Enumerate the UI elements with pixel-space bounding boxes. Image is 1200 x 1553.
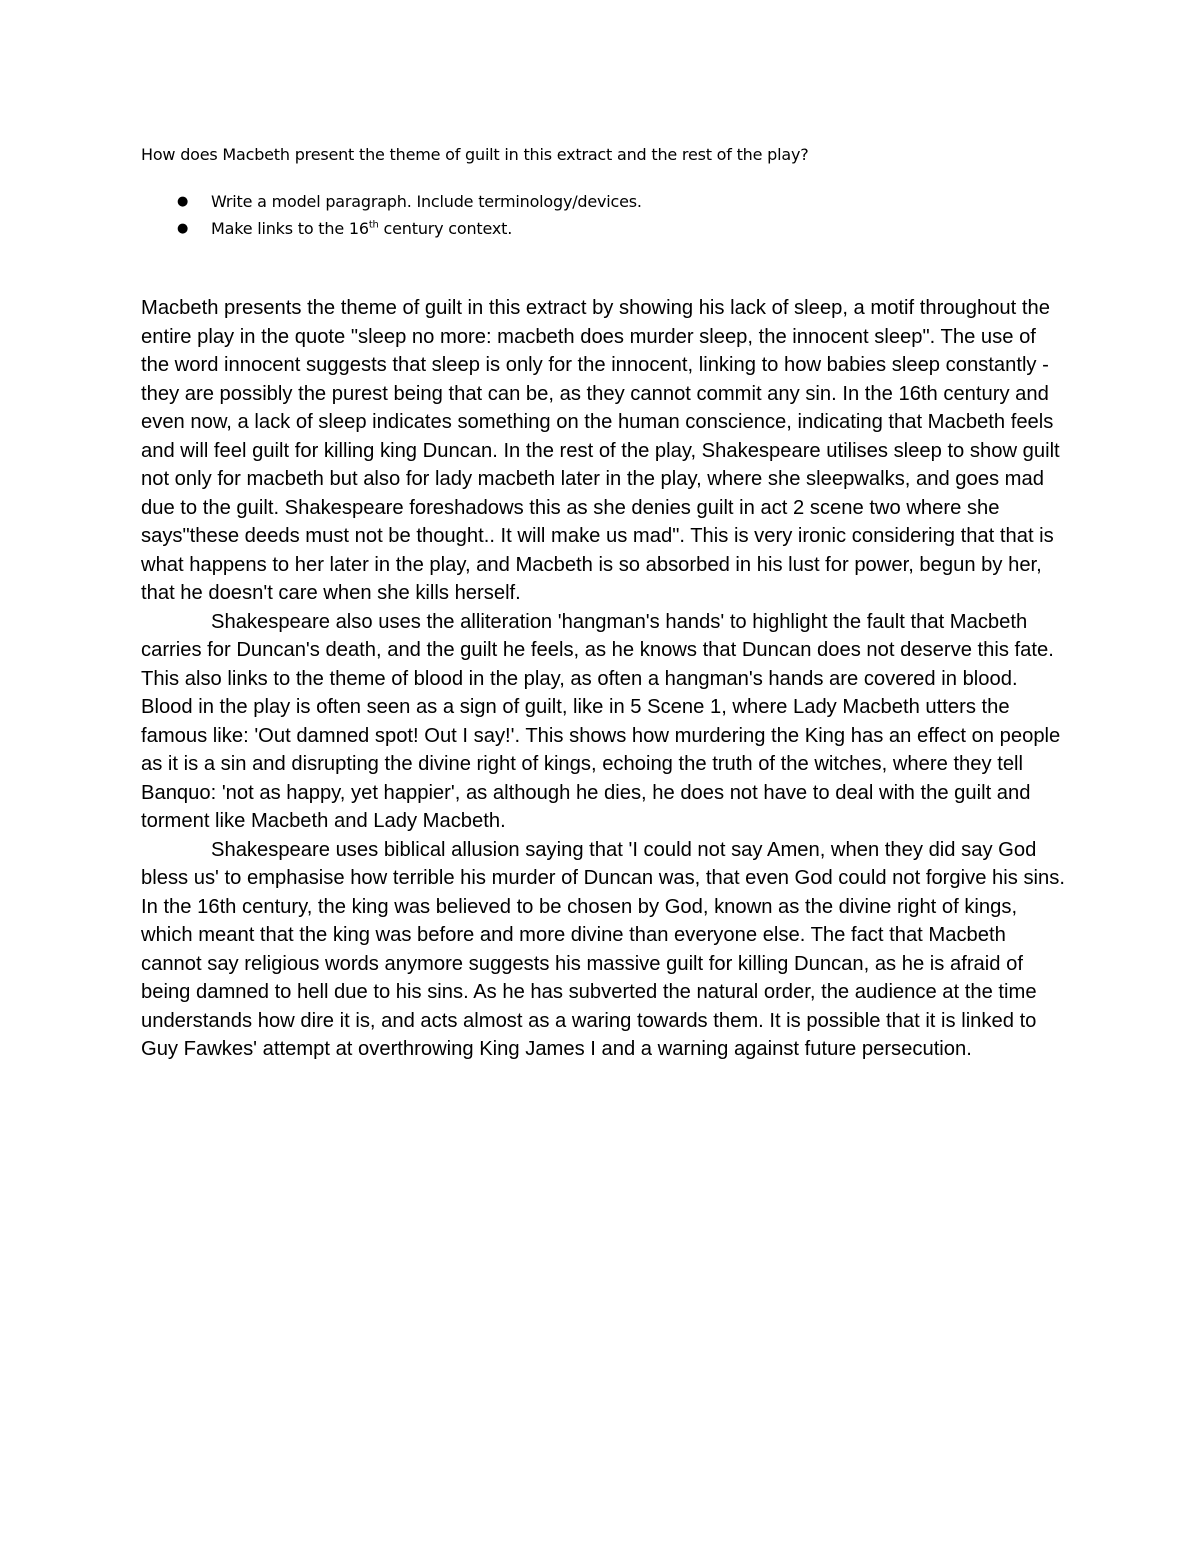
- essay-paragraph-1: Macbeth presents the theme of guilt in this extract by showing his lack of sleep, a motif throughout the entire play in the quote "sleep no more: macbeth does murder sleep, the innocent sleep". The use of the word innocent suggests that sleep is only for the innocent, linking to how babies sleep constantly - they are possibly the purest being that can be, as they cannot commit any sin. In the 16th century and even now, a lack of sleep indicates something on the human conscience, indicating that Macbeth feels and will feel guilt for killing king Duncan. In the rest of the play, Shakespeare utilises sleep to show guilt not only for macbeth but also for lady macbeth later in the play, where she sleepwalks, and goes mad due to the guilt. Shakespeare foreshadows this as she denies guilt in act 2 scene two where she says"these deeds must not be thought.. It will make us mad". This is very ironic considering that that is what happens to her later in the play, and Macbeth is so absorbed in his lust for power, begun by her, that he doesn't care when she kills herself.: [141, 297, 1060, 604]
- bullet-icon: ●: [177, 194, 189, 209]
- task-list: [141, 188, 1101, 242]
- question-heading: How does Macbeth present the theme of guilt in this extract and the rest of the play?: [141, 145, 809, 164]
- task-item-context-links: [141, 215, 1101, 242]
- essay-paragraph-2: Shakespeare also uses the alliteration 'hangman's hands' to highlight the fault that Macbeth carries for Duncan's death, and the guilt he feels, as he knows that Duncan does not deserve this fate. This also links to the theme of blood in the play, as often a hangman's hands are covered in blood. Blood in the play is often seen as a sign of guilt, like in 5 Scene 1, where Lady Macbeth utters the famous like: 'Out damned spot! Out I say!'. This shows how murdering the King has an effect on people as it is a sin and disrupting the divine right of kings, echoing the truth of the witches, where they tell Banquo: 'not as happy, yet happier', as although he dies, he does not have to deal with the guilt and torment like Macbeth and Lady Macbeth.: [141, 610, 1061, 832]
- essay-paragraph-3: Shakespeare uses biblical allusion saying that 'I could not say Amen, when they did say God bless us' to emphasise how terrible his murder of Duncan was, that even God could not forgive his sins. In the 16th century, the king was believed to be chosen by God, known as the divine right of kings, which meant that the king was before and more divine than everyone else. The fact that Macbeth cannot say religious words anymore suggests his massive guilt for killing Duncan, as he is afraid of being damned to hell due to his sins. As he has subverted the natural order, the audience at the time understands how dire it is, and acts almost as a waring towards them. It is possible that it is linked to Guy Fawkes' attempt at overthrowing King James I and a warning against future persecution.: [141, 838, 1065, 1060]
- bullet-icon: ●: [177, 221, 189, 236]
- task-text-end: century context.: [378, 219, 513, 238]
- task-item-model-paragraph: [141, 188, 1101, 215]
- essay-body: [141, 294, 1066, 1064]
- task-text-start: Make links to the 16: [211, 219, 369, 238]
- task-text-superscript: th: [368, 219, 379, 231]
- task-text: Write a model paragraph. Include terminology/devices.: [211, 192, 642, 211]
